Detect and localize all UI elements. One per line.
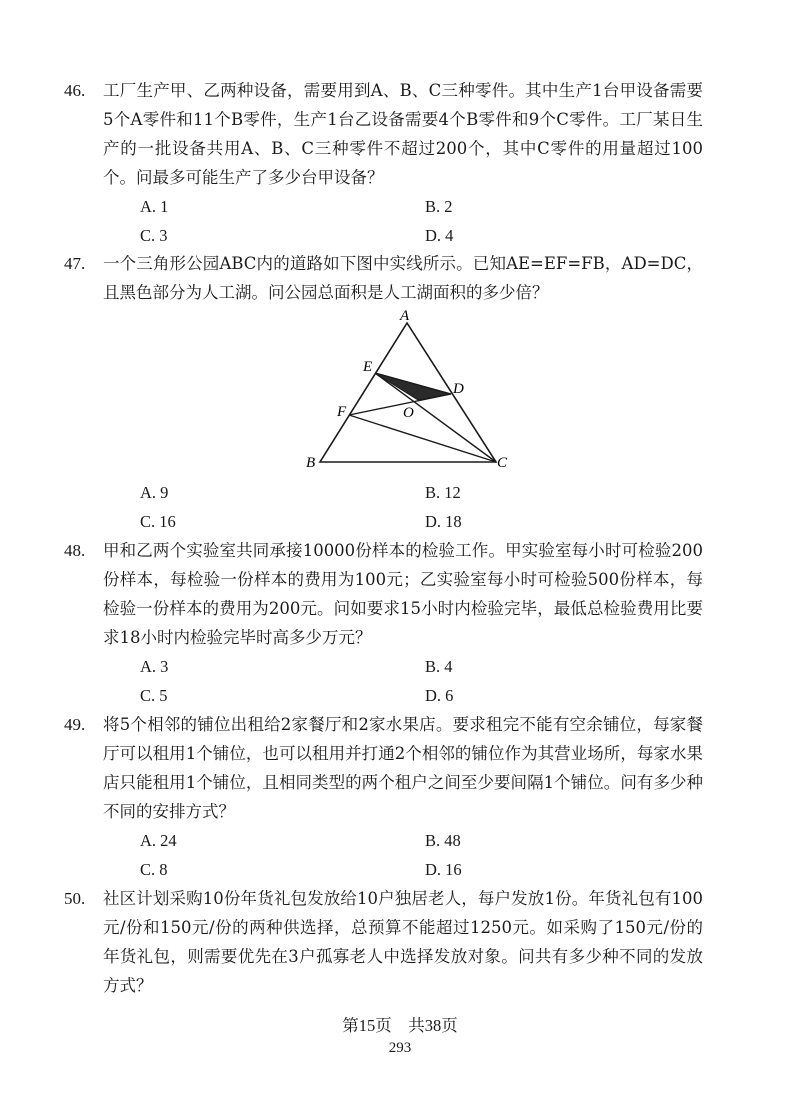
option-a[interactable]: A. 9 [140, 483, 169, 502]
question-text: 将5个相邻的铺位出租给2家餐厅和2家水果店。要求租完不能有空余铺位，每家餐厅可以租用1个铺位，也可以租用并打通2个相邻的铺位作为其营业场所，每家水果店只能租用1个铺位，且相同类型的两个租户之间至少要间隔1个铺位。问有多少种不同的安排方式？ [103, 715, 703, 821]
option-c[interactable]: C. 3 [140, 226, 168, 245]
question-text: 甲和乙两个实验室共同承接10000份样本的检验工作。甲实验室每小时可检验200份样本，每检验一份样本的费用为100元；乙实验室每小时可检验500份样本，每检验一份样本的费用为200元。问如要求15小时内检验完毕，最低总检验费用比要求18小时内检验完毕时高多少万元？ [103, 541, 703, 647]
option-b[interactable]: B. 2 [425, 197, 453, 216]
label-e: E [363, 359, 373, 375]
question-number: 50. [64, 889, 86, 908]
option-a[interactable]: A. 1 [140, 197, 169, 216]
option-c[interactable]: C. 5 [140, 686, 168, 705]
option-a[interactable]: A. 3 [140, 657, 169, 676]
question-49 [64, 710, 703, 826]
option-d[interactable]: D. 18 [425, 512, 462, 531]
label-f: F [337, 404, 347, 420]
question-47 [64, 249, 703, 307]
page-number: 293 [388, 1040, 412, 1056]
page-info: 第15页 共38页 [342, 1016, 458, 1035]
option-b[interactable]: B. 12 [425, 483, 461, 502]
label-b: B [306, 455, 316, 471]
label-d: D [453, 381, 464, 397]
question-number: 49. [64, 715, 86, 734]
option-d[interactable]: D. 4 [425, 226, 454, 245]
question-text: 社区计划采购10份年货礼包发放给10户独居老人，每户发放1份。年货礼包有100元/份和150元/份的两种供选择，总预算不能超过1250元。如采购了150元/份的年货礼包，则需要优先在3户孤寡老人中选择发放对象。问共有多少种不同的发放方式？ [103, 889, 703, 995]
option-a[interactable]: A. 24 [140, 831, 177, 850]
road-fd [349, 394, 451, 415]
option-d[interactable]: D. 6 [425, 686, 454, 705]
question-number: 48. [64, 541, 86, 560]
road-fc [349, 415, 496, 462]
option-c[interactable]: C. 16 [140, 512, 176, 531]
option-c[interactable]: C. 8 [140, 860, 168, 879]
label-a: A [400, 308, 410, 324]
option-b[interactable]: B. 48 [425, 831, 461, 850]
question-number: 47. [64, 254, 86, 273]
question-number: 46. [64, 81, 86, 100]
question-text: 一个三角形公园ABC内的道路如下图中实线所示。已知AE=EF=FB，AD=DC，且黑色部分为人工湖。问公园总面积是人工湖面积的多少倍？ [103, 254, 703, 302]
label-c: C [497, 455, 508, 471]
option-d[interactable]: D. 16 [425, 860, 462, 879]
question-50 [64, 884, 703, 1000]
label-o: O [403, 405, 414, 421]
option-b[interactable]: B. 4 [425, 657, 453, 676]
road-ec [375, 373, 496, 462]
question-46 [64, 76, 703, 192]
question-text: 工厂生产甲、乙两种设备，需要用到A、B、C三种零件。其中生产1台甲设备需要5个A零件和11个B零件，生产1台乙设备需要4个B零件和9个C零件。工厂某日生产的一批设备共用A、B、C三种零件不超过200个，其中C零件的用量超过100个。问最多可能生产了多少台甲设备？ [103, 81, 703, 187]
question-48 [64, 536, 703, 652]
triangle-park-figure [300, 300, 520, 480]
